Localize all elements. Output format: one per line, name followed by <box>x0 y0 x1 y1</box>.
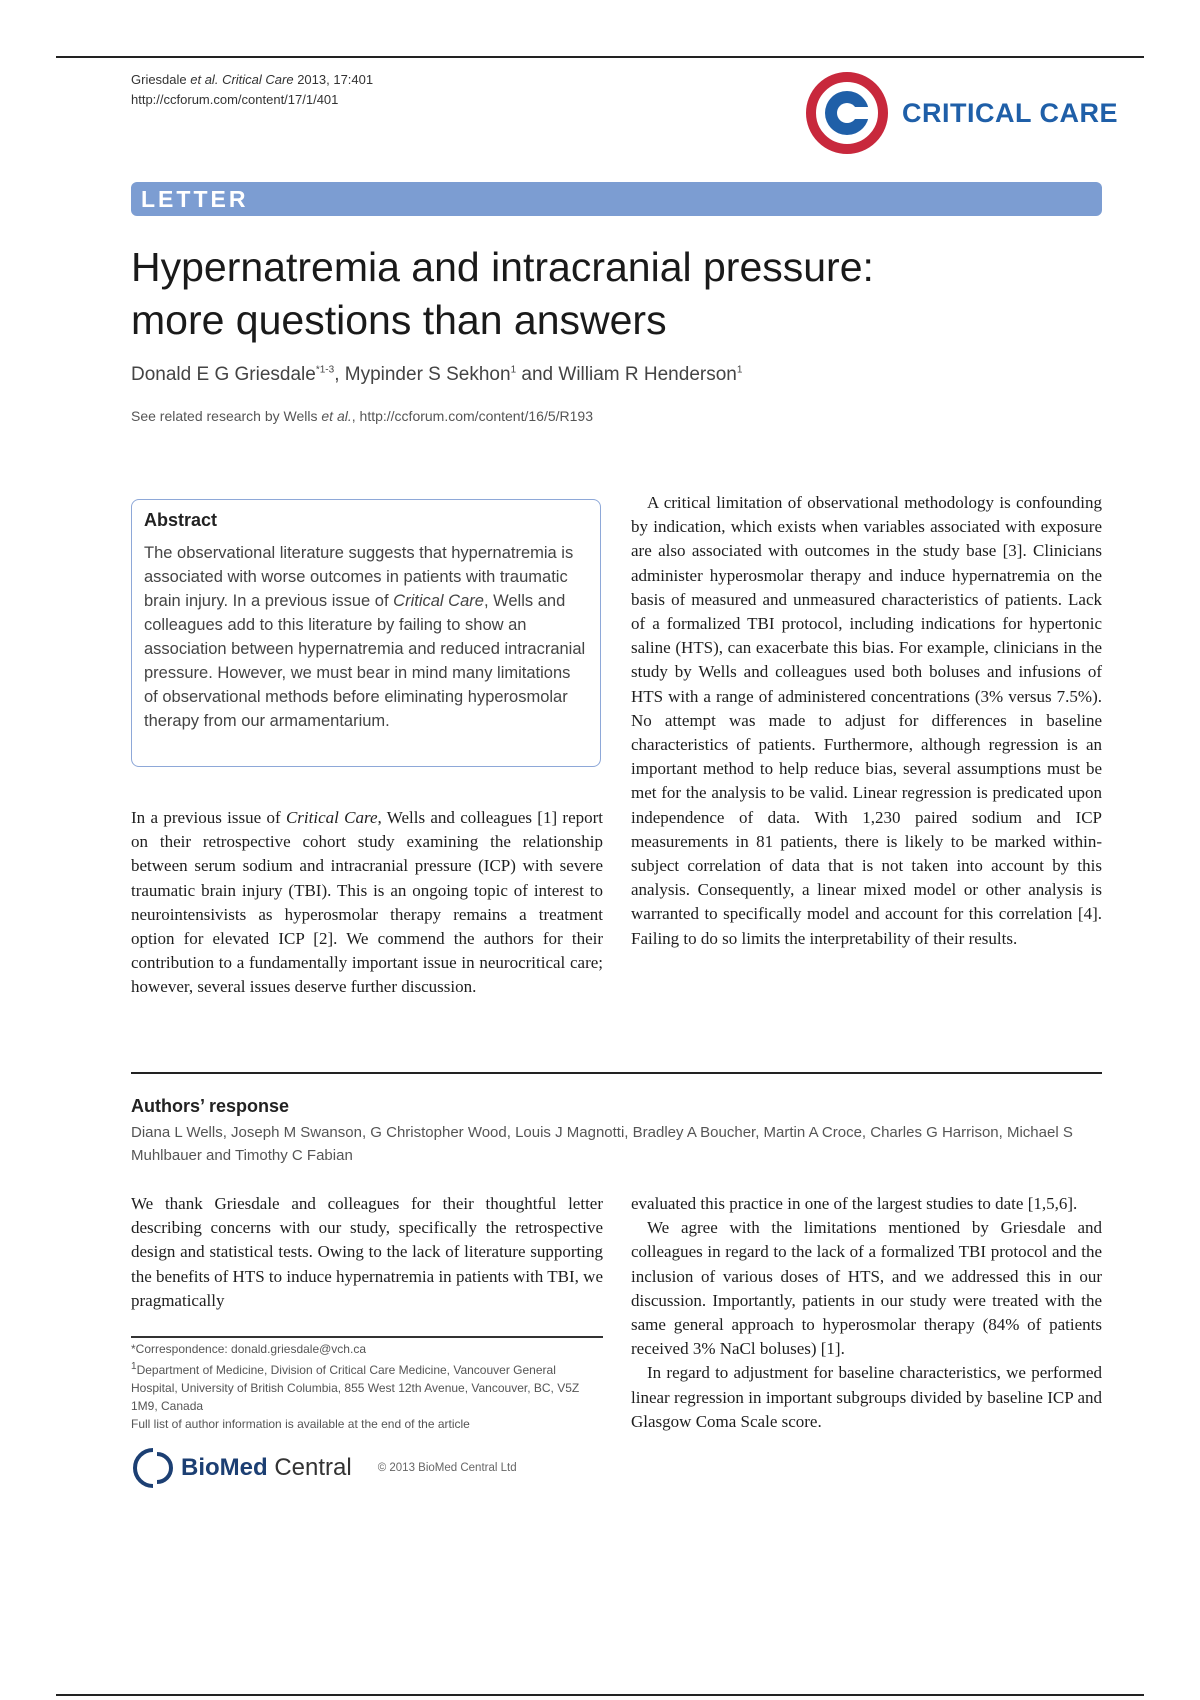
response-authors: Diana L Wells, Joseph M Swanson, G Christopher Wood, Louis J Magnotti, Bradley A Boucher, Martin A Croce, Charles G Harrison, Michael S Muhlbauer and Timothy C Fabian <box>131 1124 1073 1164</box>
title-line-1: Hypernatremia and intracranial pressure: <box>131 244 874 290</box>
publisher-logo <box>131 1446 517 1490</box>
response-body-right <box>631 1192 1102 1434</box>
author-affiliation-mark: 1 <box>510 364 517 376</box>
biomed-central-logo-icon <box>131 1446 175 1490</box>
response-body-left <box>131 1192 603 1313</box>
author-info-note: Full list of author information is available at the end of the article <box>131 1417 470 1431</box>
response-heading: Authors’ response <box>131 1096 290 1116</box>
article-type-label: LETTER <box>141 186 249 212</box>
citation-block <box>131 70 373 110</box>
bottom-rule <box>56 1694 1144 1696</box>
abstract-heading: Abstract <box>144 510 218 530</box>
author-name: Donald E G Griesdale <box>131 364 316 385</box>
article-url[interactable]: http://ccforum.com/content/17/1/401 <box>131 92 339 107</box>
citation-line: Griesdale et al. Critical Care 2013, 17:401 <box>131 72 374 87</box>
author-affiliation-mark: 1 <box>736 364 743 376</box>
critical-care-logo <box>806 72 1118 154</box>
article-title <box>131 241 1111 347</box>
article-type-bar <box>131 182 1102 216</box>
related-research[interactable]: See related research by Wells et al., http://ccforum.com/content/16/5/R193 <box>131 408 593 424</box>
response-paragraph: evaluated this practice in one of the largest studies to date [1,5,6]. <box>631 1194 1078 1213</box>
journal-name: CRITICAL CARE <box>902 97 1119 128</box>
letter-paragraph: A critical limitation of observational methodology is confounding by indication, which exists when variables associated with exposure are also associated with outcomes in the study base [3]. Clinicians administer hyperosmolar therapy and induce hypernatremia on the basis of measured and unmeasured characteristics of patients. Lack of a formalized TBI protocol, including indications for hypertonic saline (HTS), can exacerbate this bias. For example, clinicians in the study by Wells and colleagues used both boluses and infusions of HTS with a range of administered concentrations (3% versus 7.5%). No attempt was made to adjust for differences in baseline characteristics of patients. Furthermore, although regression is an important method to help reduce bias, several assumptions must be met for the analysis to be valid. Linear regression is predicated upon independence of data. With 1,230 paired sodium and ICP measurements in 81 patients, there is likely to be marked within-subject correlation of data that is not taken into account by this analysis. Consequently, a linear mixed model or other analysis is warranted to specifically model and account for this correlation [4]. Failing to do so limits the interpretability of their results. <box>631 493 1102 948</box>
author-affiliation-mark: *1-3 <box>315 364 335 376</box>
title-line-2: more questions than answers <box>131 297 667 343</box>
author-list: Donald E G Griesdale$^{*1-3}$, Mypinder S Sekhon$^1$ and William R Henderson$^1$ <box>131 364 743 385</box>
response-paragraph: We agree with the limitations mentioned by Griesdale and colleagues in regard to the lack of a formalized TBI protocol and the inclusion of various doses of HTS, and we addressed this in our discussion. Importantly, patients in our study were treated with the same general approach to hyperosmolar therapy (84% of patients received 3% NaCl boluses) [1]. <box>631 1218 1102 1359</box>
critical-care-logo-icon <box>806 72 888 154</box>
correspondence-note: *Correspondence: donald.griesdale@vch.ca <box>131 1342 366 1356</box>
author-name: William R Henderson <box>558 364 737 385</box>
letter-body-right <box>631 491 1102 951</box>
copyright-notice: © 2013 BioMed Central Ltd <box>377 1462 517 1474</box>
author-name: Mypinder S Sekhon <box>344 364 511 385</box>
abstract-box <box>131 499 601 767</box>
affiliation-note: $^1$Department of Medicine, Division of Critical Care Medicine, Vancouver General Hospital, University of British Columbia, 855 West 12th Avenue, Vancouver, BC, V5Z 1M9, Canada <box>131 1361 580 1413</box>
top-rule <box>56 56 1144 58</box>
response-paragraph: We thank Griesdale and colleagues for their thoughtful letter describing concerns with our study, specifically the retrospective design and statistical tests. Owing to the lack of literature supporting the benefits of HTS to induce hypernatremia in patients with TBI, we pragmatically <box>131 1194 603 1310</box>
publisher-name: BioMed Central <box>181 1454 352 1481</box>
abstract-text: The observational literature suggests that hypernatremia is associated with worse outcomes in patients with traumatic brain injury. In a previous issue of Critical Care, Wells and colleagues add to this literature by failing to show an association between hypernatremia and reduced intracranial pressure. However, we must bear in mind many limitations of observational methods before eliminating hyperosmolar therapy from our armamentarium. <box>144 544 586 730</box>
response-paragraph: In regard to adjustment for baseline characteristics, we performed linear regression in important subgroups divided by baseline ICP and Glasgow Coma Scale score. <box>631 1363 1102 1431</box>
letter-body-left <box>131 806 603 1000</box>
letter-paragraph: In a previous issue of Critical Care, Wells and colleagues [1] report on their retrospective cohort study examining the relationship between serum sodium and intracranial pressure (ICP) with severe traumatic brain injury (TBI). This is an ongoing topic of interest to neurointensivists as hyperosmolar therapy remains a treatment option for elevated ICP [2]. We commend the authors for their contribution to a fundamentally important issue in neurocritical care; however, several issues deserve further discussion. <box>131 808 604 997</box>
footnotes <box>131 1340 603 1433</box>
section-divider <box>131 1072 1102 1074</box>
footnote-rule <box>131 1336 603 1338</box>
